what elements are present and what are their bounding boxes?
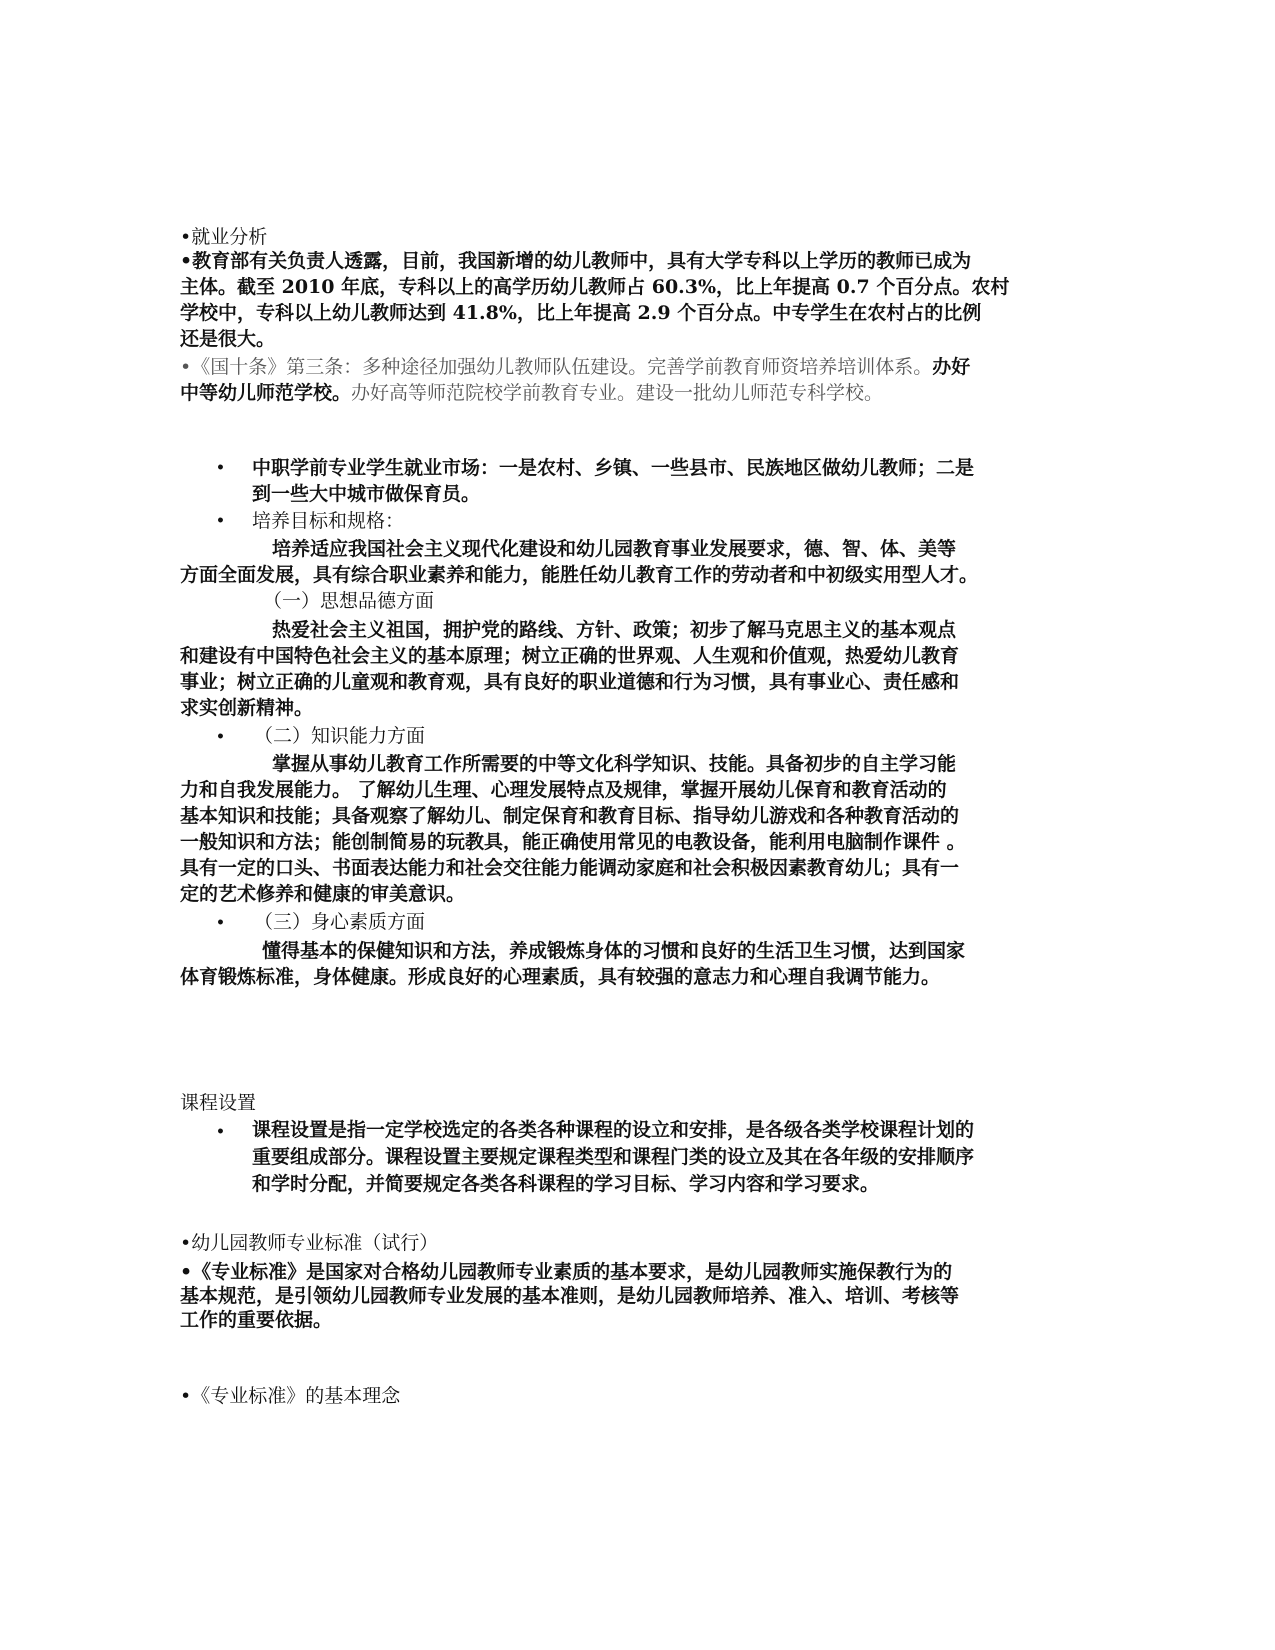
knowledge-paragraph-line: 具有一定的口头、书面表达能力和社会交往能力能调动家庭和社会积极因素教育幼儿；具有一 [180, 857, 960, 879]
employment-paragraph-line: 还是很大。 [180, 328, 276, 350]
standard-paragraph-line: 工作的重要依据。 [180, 1309, 333, 1331]
employment-paragraph-line: •教育部有关负责人透露，目前，我国新增的幼儿教师中，具有大学专科以上学历的教师已成为 [180, 250, 972, 272]
goal-bullet-title: 培养目标和规格： [252, 510, 405, 532]
standard-paragraph-line: •《专业标准》是国家对合格幼儿园教师专业素质的基本要求，是幼儿园教师实施保教行为的 [180, 1261, 953, 1283]
goal-paragraph-line: 培养适应我国社会主义现代化建设和幼儿园教育事业发展要求，德、智、体、美等 [272, 538, 957, 560]
knowledge-paragraph-line: 基本知识和技能；具备观察了解幼儿、制定保育和教育目标、指导幼儿游戏和各种教育活动的 [180, 805, 960, 827]
moral-paragraph-line: 事业；树立正确的儿童观和教育观，具有良好的职业道德和行为习惯，具有事业心、责任感和 [180, 671, 960, 693]
policy-text: •《国十条》第三条：多种途径加强幼儿教师队伍建设。完善学前教育师资培养培训体系。 [180, 356, 933, 378]
policy-emphasis: 中等幼儿师范学校。 [180, 382, 352, 404]
knowledge-paragraph-line: 掌握从事幼儿教育工作所需要的中等文化科学知识、技能。具备初步的自主学习能 [272, 753, 957, 775]
concept-heading: •《专业标准》的基本理念 [180, 1385, 401, 1407]
employment-paragraph-line: 学校中，专科以上幼儿教师达到 41.8%，比上年提高 2.9 个百分点。中专学生在农村占的比例 [180, 302, 982, 324]
bullet-marker: • [216, 460, 225, 476]
sub-heading-physical: （三）身心素质方面 [254, 911, 426, 933]
knowledge-paragraph-line: 定的艺术修养和健康的审美意识。 [180, 883, 466, 905]
knowledge-paragraph-line: 力和自我发展能力。 了解幼儿生理、心理发展特点及规律，掌握开展幼儿保育和教育活动的 [180, 779, 947, 801]
bullet-marker: • [216, 915, 225, 931]
curriculum-bullet-line: 重要组成部分。课程设置主要规定课程类型和课程门类的设立及其在各年级的安排顺序 [252, 1146, 975, 1168]
policy-text: 办好高等师范院校学前教育专业。建设一批幼儿师范专科学校。 [351, 382, 884, 404]
curriculum-bullet-line: 和学时分配，并简要规定各类各科课程的学习目标、学习内容和学习要求。 [252, 1173, 880, 1195]
bullet-marker: • [216, 513, 225, 529]
knowledge-paragraph-line: 一般知识和方法；能创制简易的玩教具，能正确使用常见的电教设备，能利用电脑制作课件 。 [180, 831, 966, 853]
goal-paragraph-line: 方面全面发展，具有综合职业素养和能力，能胜任幼儿教育工作的劳动者和中初级实用型人才。 [180, 564, 979, 586]
curriculum-bullet-line: 课程设置是指一定学校选定的各类各种课程的设立和安排，是各级各类学校课程计划的 [252, 1119, 975, 1141]
moral-paragraph-line: 和建设有中国特色社会主义的基本原理；树立正确的世界观、人生观和价值观，热爱幼儿教育 [180, 645, 960, 667]
market-bullet-line: 中职学前专业学生就业市场：一是农村、乡镇、一些县市、民族地区做幼儿教师；二是 [252, 457, 975, 479]
employment-paragraph-line: 主体。截至 2010 年底，专科以上的高学历幼儿教师占 60.3%，比上年提高 0.7 个百分点。农村 [180, 276, 1010, 298]
moral-paragraph-line: 热爱社会主义祖国，拥护党的路线、方针、政策；初步了解马克思主义的基本观点 [272, 619, 957, 641]
physical-paragraph-line: 体育锻炼标准，身体健康。形成良好的心理素质，具有较强的意志力和心理自我调节能力。 [180, 966, 941, 988]
sub-heading-knowledge: （二）知识能力方面 [254, 725, 426, 747]
bullet-marker: • [216, 729, 225, 745]
market-bullet-line: 到一些大中城市做保育员。 [252, 483, 481, 505]
physical-paragraph-line: 懂得基本的保健知识和方法，养成锻炼身体的习惯和良好的生活卫生习惯，达到国家 [262, 940, 966, 962]
employment-heading: •就业分析 [180, 226, 268, 248]
policy-line [180, 380, 883, 406]
moral-paragraph-line: 求实创新精神。 [180, 697, 314, 719]
sub-heading-moral: （一）思想品德方面 [263, 590, 435, 612]
policy-emphasis: 办好 [932, 356, 971, 378]
standard-paragraph-line: 基本规范，是引领幼儿园教师专业发展的基本准则，是幼儿园教师培养、准入、培训、考核等 [180, 1285, 960, 1307]
curriculum-heading: 课程设置 [180, 1092, 257, 1114]
policy-line [180, 354, 970, 380]
bullet-marker: • [216, 1124, 225, 1140]
standard-heading: •幼儿园教师专业标准（试行） [180, 1232, 439, 1254]
